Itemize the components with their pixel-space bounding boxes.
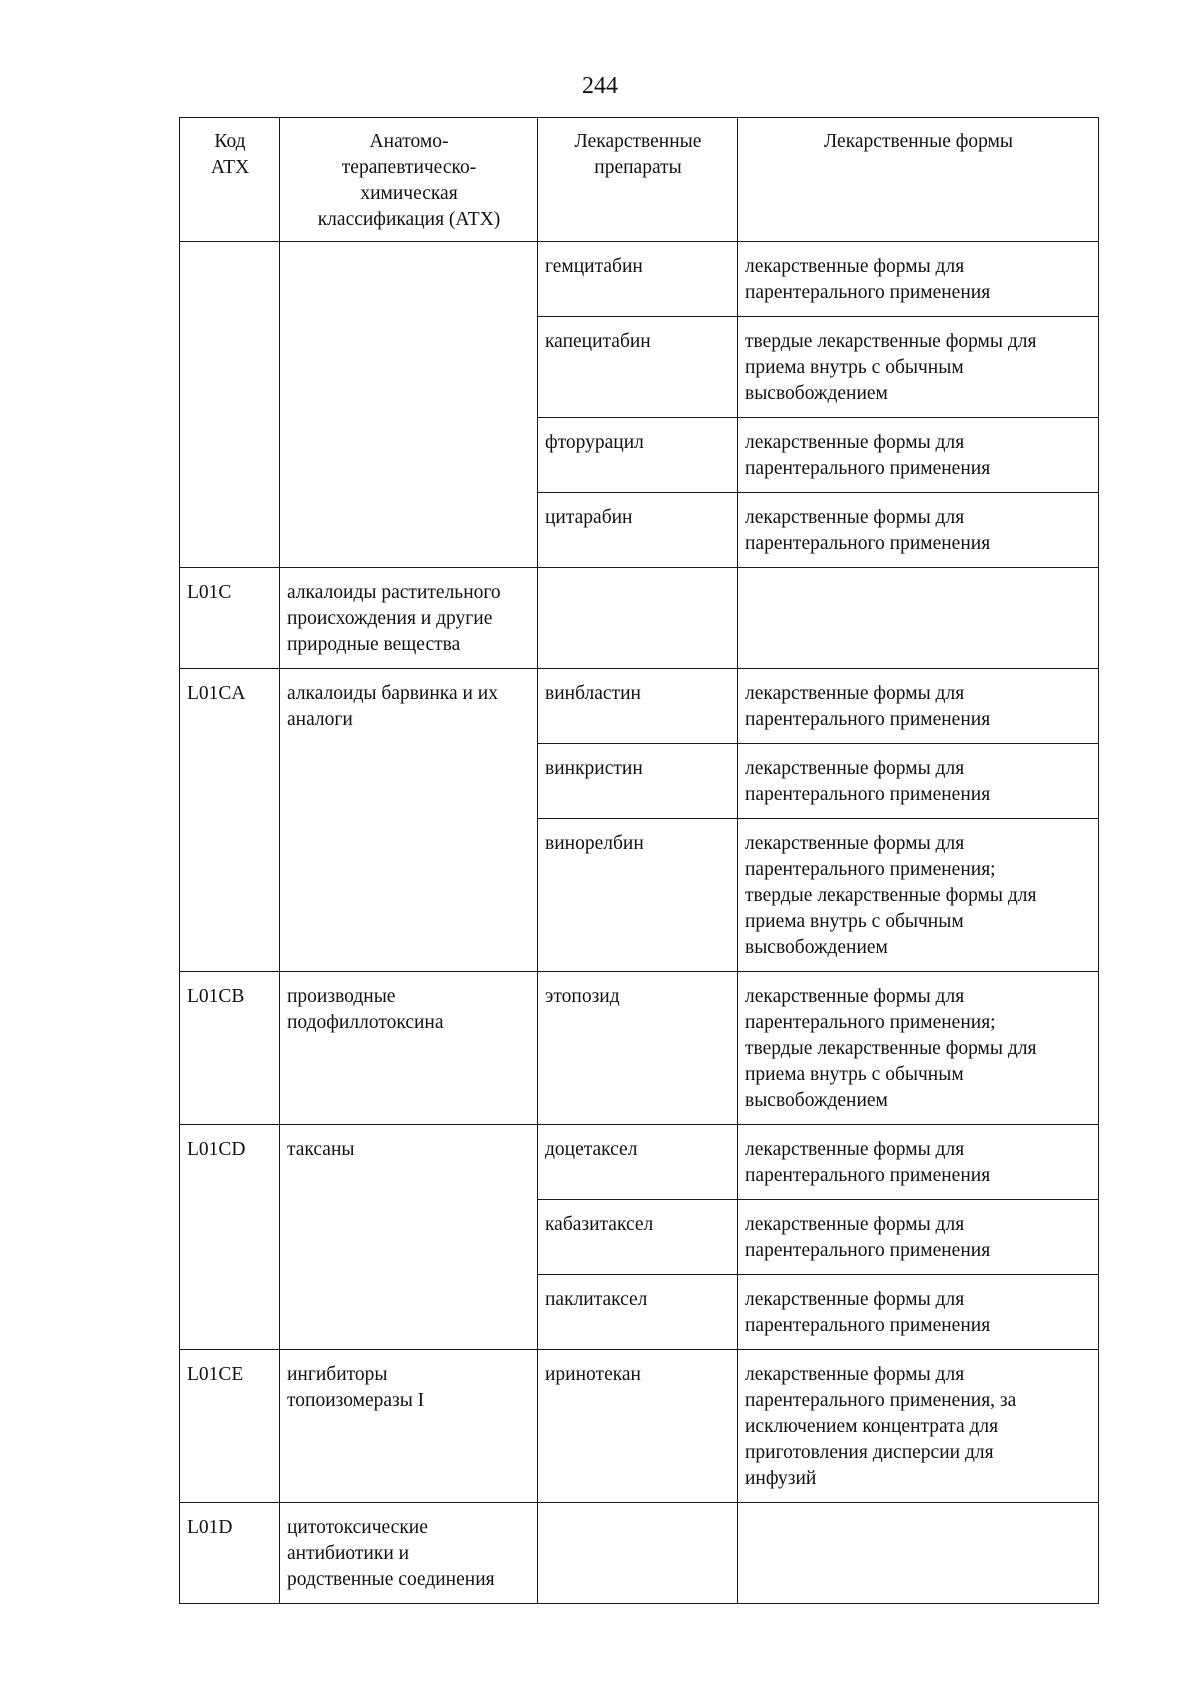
atx-cell: производные подофиллотоксина: [280, 972, 538, 1125]
header-code: Код АТХ: [180, 118, 280, 242]
atx-table: [179, 117, 1099, 1604]
drug-cell: капецитабин: [538, 317, 738, 418]
table-row: [180, 242, 1099, 317]
table-header-row: [180, 118, 1099, 242]
drug-cell: этопозид: [538, 972, 738, 1125]
drug-cell: кабазитаксел: [538, 1200, 738, 1275]
form-cell: лекарственные формы для парентерального применения: [738, 669, 1099, 744]
atx-cell: алкалоиды барвинка и их аналоги: [280, 669, 538, 972]
atx-cell: цитотоксические антибиотики и родственные соединения: [280, 1503, 538, 1604]
drug-cell: винкристин: [538, 744, 738, 819]
code-cell: L01CB: [180, 972, 280, 1125]
form-cell: лекарственные формы для парентерального применения, за исключением концентрата для приготовления дисперсии для инфузий: [738, 1350, 1099, 1503]
code-cell: L01C: [180, 568, 280, 669]
atx-cell: таксаны: [280, 1125, 538, 1350]
form-cell: лекарственные формы для парентерального применения; твердые лекарственные формы для приема внутрь с обычным высвобождением: [738, 972, 1099, 1125]
atx-cell: [280, 242, 538, 568]
form-cell: лекарственные формы для парентерального применения; твердые лекарственные формы для приема внутрь с обычным высвобождением: [738, 819, 1099, 972]
drug-cell: винбластин: [538, 669, 738, 744]
table-row: [180, 1350, 1099, 1503]
form-cell: твердые лекарственные формы для приема внутрь с обычным высвобождением: [738, 317, 1099, 418]
code-cell: L01CE: [180, 1350, 280, 1503]
drug-cell: гемцитабин: [538, 242, 738, 317]
drug-cell: фторурацил: [538, 418, 738, 493]
drug-cell: [538, 568, 738, 669]
form-cell: лекарственные формы для парентерального применения: [738, 744, 1099, 819]
form-cell: лекарственные формы для парентерального применения: [738, 418, 1099, 493]
drug-cell: иринотекан: [538, 1350, 738, 1503]
drug-cell: винорелбин: [538, 819, 738, 972]
header-dosage-forms: Лекарственные формы: [738, 118, 1099, 242]
table-row: [180, 972, 1099, 1125]
form-cell: лекарственные формы для парентерального применения: [738, 493, 1099, 568]
drug-cell: цитарабин: [538, 493, 738, 568]
code-cell: L01CA: [180, 669, 280, 972]
drug-cell: доцетаксел: [538, 1125, 738, 1200]
code-cell: [180, 242, 280, 568]
drug-cell: паклитаксел: [538, 1275, 738, 1350]
table-row: [180, 1125, 1099, 1200]
table-row: [180, 568, 1099, 669]
form-cell: лекарственные формы для парентерального применения: [738, 1200, 1099, 1275]
table-row: [180, 1503, 1099, 1604]
atx-cell: ингибиторы топоизомеразы I: [280, 1350, 538, 1503]
atx-cell: алкалоиды растительного происхождения и другие природные вещества: [280, 568, 538, 669]
header-atx-classification: Анатомо- терапевтическо- химическая классификация (АТХ): [280, 118, 538, 242]
form-cell: лекарственные формы для парентерального применения: [738, 1125, 1099, 1200]
form-cell: лекарственные формы для парентерального применения: [738, 1275, 1099, 1350]
drug-cell: [538, 1503, 738, 1604]
code-cell: L01CD: [180, 1125, 280, 1350]
table-row: [180, 669, 1099, 744]
form-cell: лекарственные формы для парентерального применения: [738, 242, 1099, 317]
form-cell: [738, 1503, 1099, 1604]
page-number: 244: [582, 73, 618, 99]
code-cell: L01D: [180, 1503, 280, 1604]
header-drugs: Лекарственные препараты: [538, 118, 738, 242]
form-cell: [738, 568, 1099, 669]
